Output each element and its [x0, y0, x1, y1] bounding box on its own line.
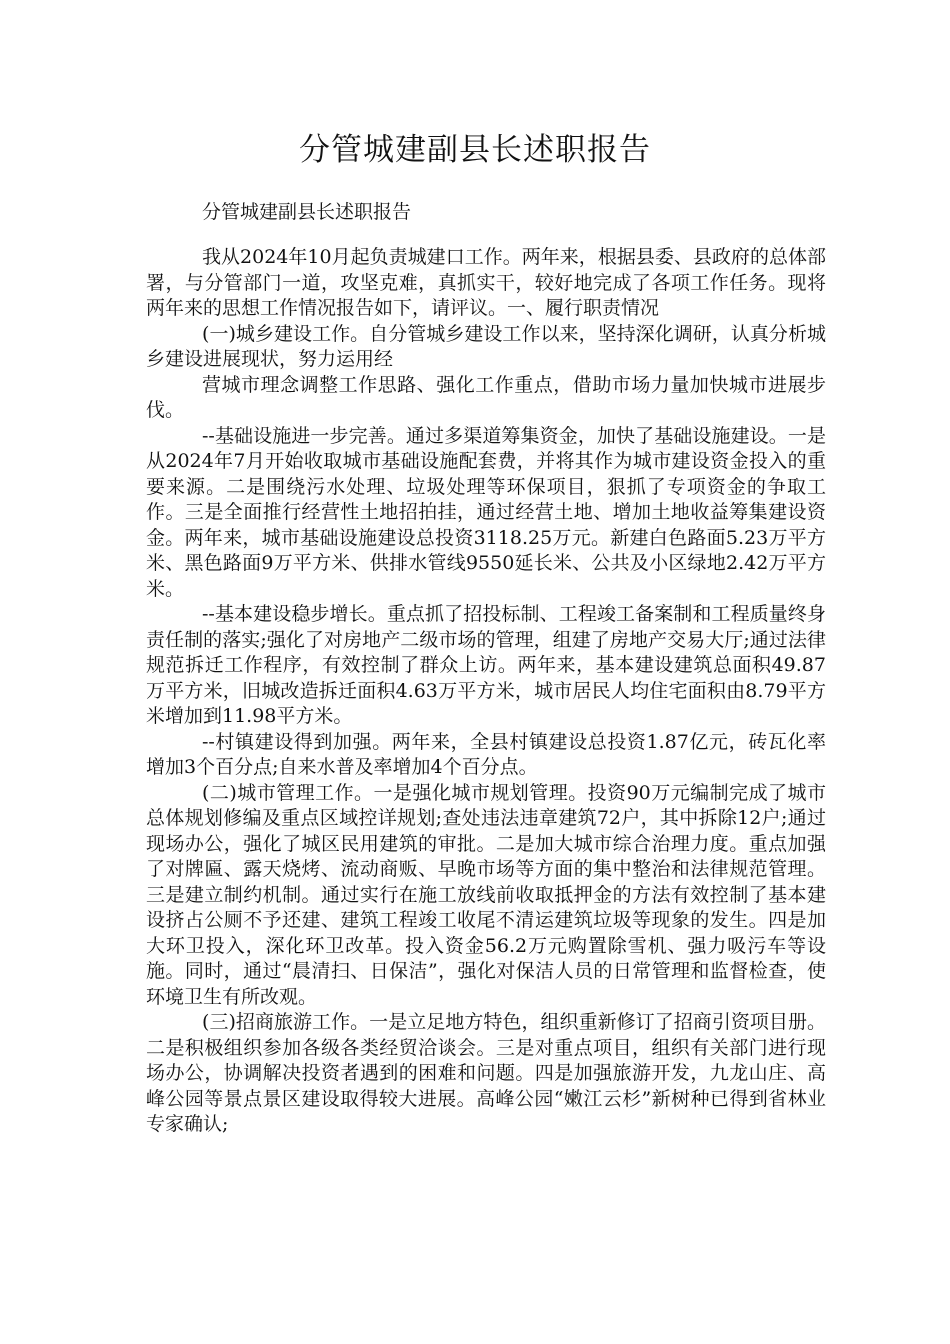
document-body [146, 245, 826, 1138]
paragraph: (三)招商旅游工作。一是立足地方特色，组织重新修订了招商引资项目册。二是积极组织参加各级各类经贸洽谈会。三是对重点项目，组织有关部门进行现场办公，协调解决投资者遇到的困难和问题。四是加强旅游开发，九龙山庄、高峰公园等景点景区建设取得较大进展。高峰公园“嫩江云杉”新树种已得到省林业专家确认; [146, 1011, 826, 1135]
paragraph: --基本建设稳步增长。重点抓了招投标制、工程竣工备案制和工程质量终身责任制的落实;强化了对房地产二级市场的管理，组建了房地产交易大厅;通过法律规范拆迁工作程序，有效控制了群众上访。两年来，基本建设建筑总面积49.87万平方米，旧城改造拆迁面积4.63万平方米，城市居民人均住宅面积由8.79平方米增加到11.98平方米。 [146, 603, 826, 727]
paragraph: --村镇建设得到加强。两年来，全县村镇建设总投资1.87亿元，砖瓦化率增加3个百分点;自来水普及率增加4个百分点。 [146, 730, 826, 778]
document-subtitle: 分管城建副县长述职报告 [202, 201, 412, 223]
paragraph: 营城市理念调整工作思路、强化工作重点，借助市场力量加快城市进展步伐。 [146, 373, 826, 421]
document-title: 分管城建副县长述职报告 [299, 132, 651, 168]
paragraph: (一)城乡建设工作。自分管城乡建设工作以来，坚持深化调研，认真分析城乡建设进展现状，努力运用经 [146, 322, 826, 370]
paragraph: (二)城市管理工作。一是强化城市规划管理。投资90万元编制完成了城市总体规划修编及重点区域控详规划;查处违法违章建筑72户，其中拆除12户;通过现场办公，强化了城区民用建筑的审批。二是加大城市综合治理力度。重点加强了对牌匾、露天烧烤、流动商贩、早晚市场等方面的集中整治和法律规范管理。三是建立制约机制。通过实行在施工放线前收取抵押金的方法有效控制了基本建设挤占公厕不予还建、建筑工程竣工收尾不清运建筑垃圾等现象的发生。四是加大环卫投入，深化环卫改革。投入资金56.2万元购置除雪机、强力吸污车等设施。同时，通过“晨清扫、日保洁”，强化对保洁人员的日常管理和监督检查，使环境卫生有所改观。 [146, 781, 826, 1008]
paragraph: --基础设施进一步完善。通过多渠道筹集资金，加快了基础设施建设。一是从2024年7月开始收取城市基础设施配套费，并将其作为城市建设资金投入的重要来源。二是围绕污水处理、垃圾处理等环保项目，狠抓了专项资金的争取工作。三是全面推行经营性土地招拍挂，通过经营土地、增加土地收益筹集建设资金。两年来，城市基础设施建设总投资3118.25万元。新建白色路面5.23万平方米、黑色路面9万平方米、供排水管线9550延长米、公共及小区绿地2.42万平方米。 [146, 424, 826, 600]
paragraph: 我从2024年10月起负责城建口工作。两年来，根据县委、县政府的总体部署，与分管部门一道，攻坚克难，真抓实干，较好地完成了各项工作任务。现将两年来的思想工作情况报告如下，请评议。一、履行职责情况 [146, 246, 826, 319]
